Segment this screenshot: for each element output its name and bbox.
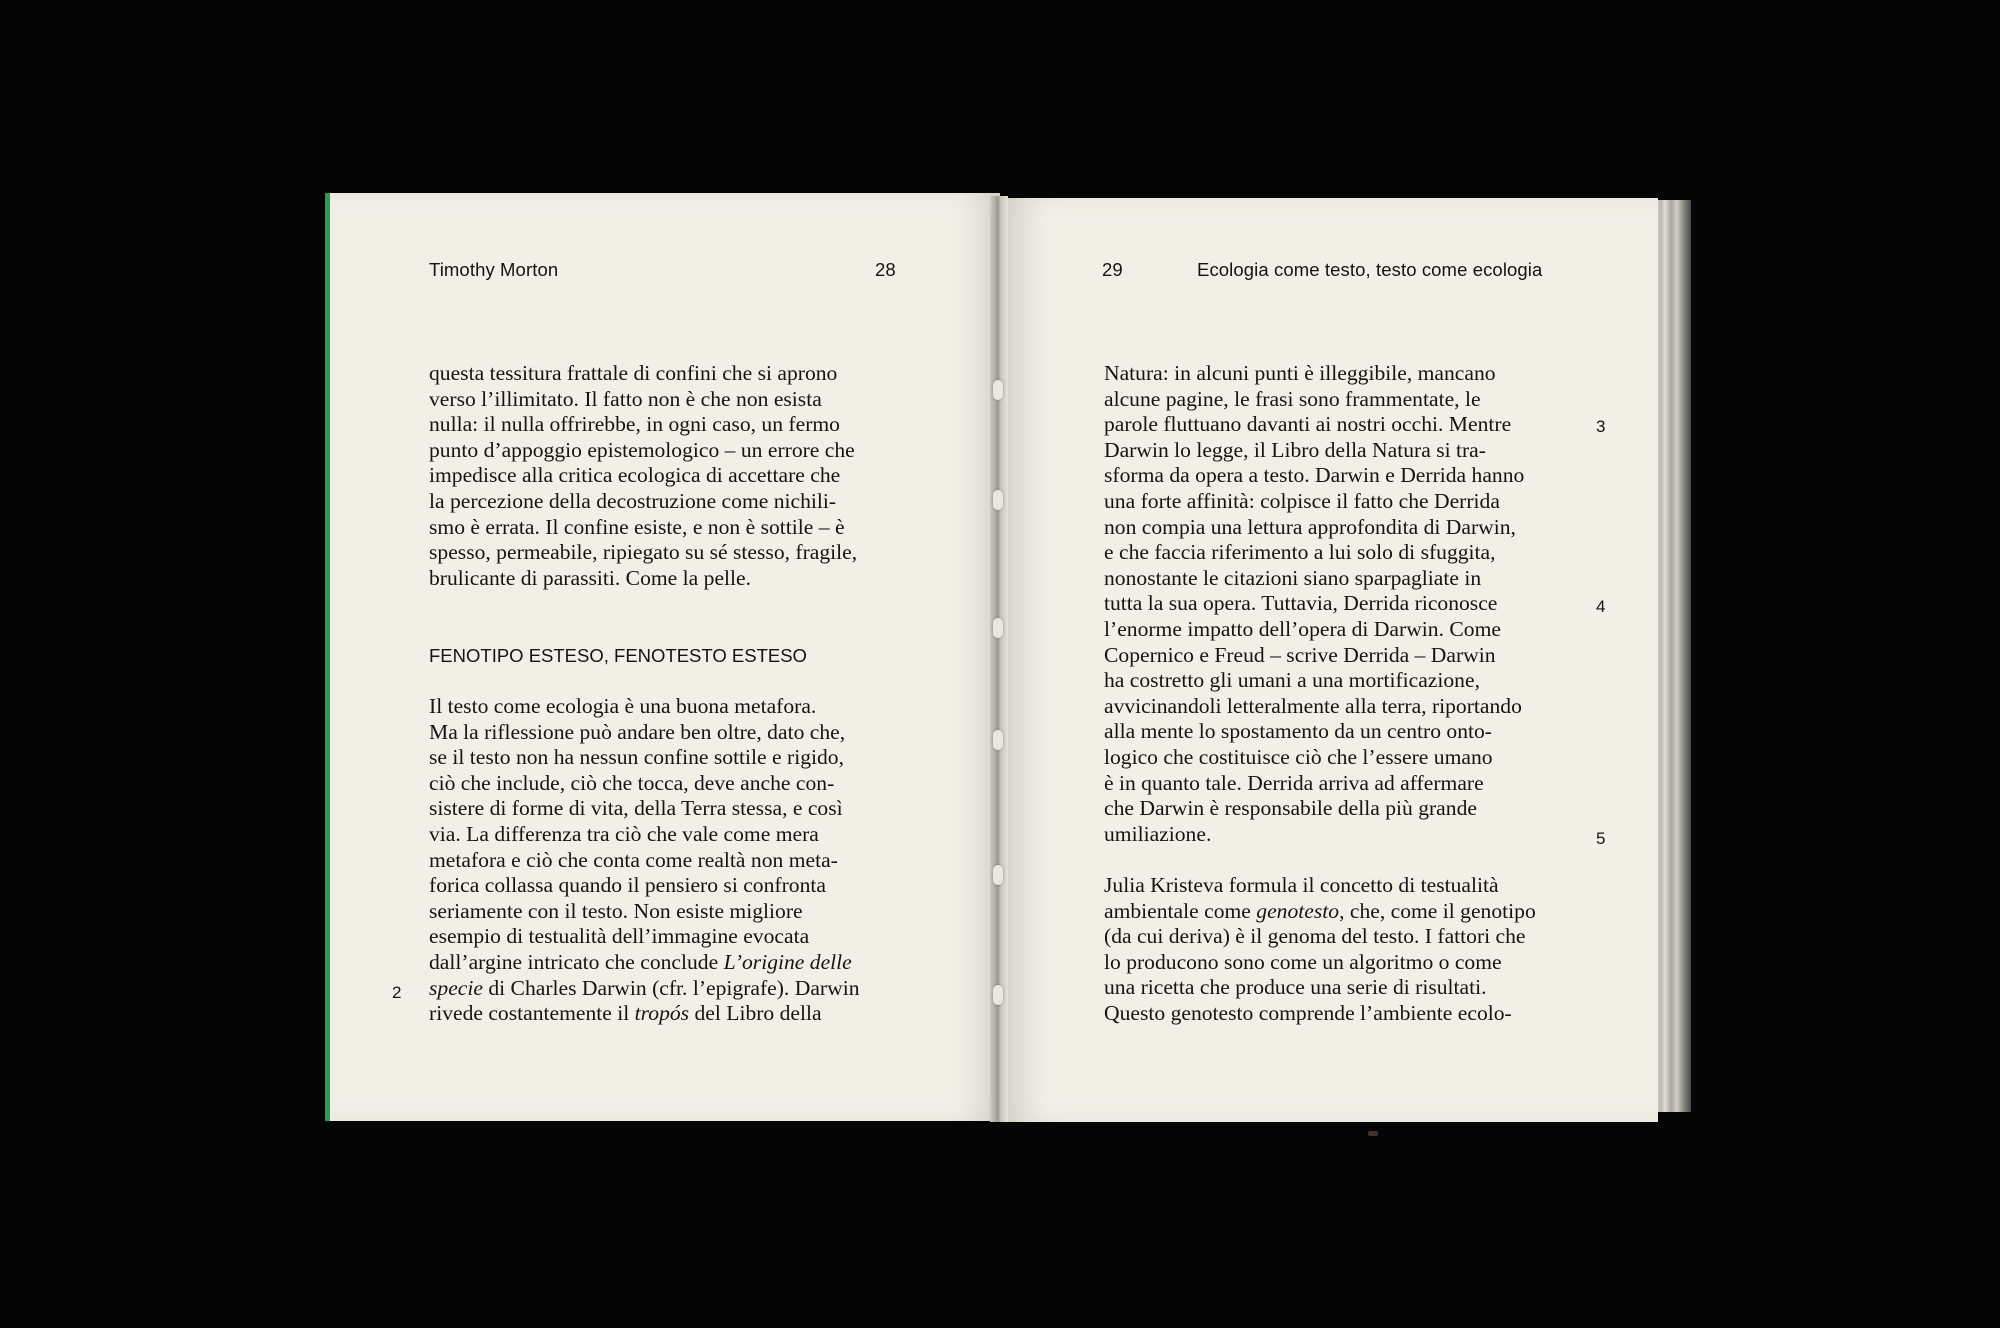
text-line: seriamente con il testo. Non esiste migliore: [429, 898, 803, 923]
text-line: tutta la sua opera. Tuttavia, Derrida riconosce: [1104, 591, 1498, 616]
text-line: nonostante le citazioni siano sparpagliate in: [1104, 565, 1482, 590]
binding-stitch: [993, 490, 1003, 510]
text-line: Questo genotesto comprende l’ambiente ecolo-: [1104, 1000, 1512, 1025]
text-line: ciò che include, ciò che tocca, deve anche con-: [429, 770, 835, 795]
text-line: avvicinandoli letteralmente alla terra, riportando: [1104, 693, 1522, 718]
text-line: sforma da opera a testo. Darwin e Derrida hanno: [1104, 463, 1525, 488]
right-body-paragraph-2: [1104, 873, 1536, 1027]
text-line: Natura: in alcuni punti è illeggibile, mancano: [1104, 361, 1496, 385]
left-body-paragraph-1: [429, 361, 857, 591]
left-body-paragraph-2: [429, 694, 860, 1027]
text-line: Darwin lo legge, il Libro della Natura si tra-: [1104, 437, 1486, 462]
text-line: esempio di testualità dell’immagine evocata: [429, 924, 810, 949]
text-line: lo producono sono come un algoritmo o come: [1104, 949, 1502, 974]
text-line: Julia Kristeva formula il concetto di testualità: [1104, 873, 1499, 897]
note-marker: 4: [1596, 597, 1606, 616]
text-line: spesso, permeabile, ripiegato su sé stesso, fragile,: [429, 540, 858, 565]
text-line: logico che costituisce ciò che l’essere umano: [1104, 744, 1493, 769]
text-line: una forte affinità: colpisce il fatto che Derrida: [1104, 488, 1500, 513]
text-line: questa tessitura frattale di confini che si aprono: [429, 361, 838, 385]
text-line: che Darwin è responsabile della più grande: [1104, 796, 1477, 821]
text-line: specie di Charles Darwin (cfr. l’epigrafe). Darwin: [429, 975, 860, 1000]
text-line: alcune pagine, le frasi sono frammentate, le: [1104, 386, 1481, 411]
text-line: Copernico e Freud – scrive Derrida – Darwin: [1104, 642, 1496, 667]
text-line: impedisce alla critica ecologica di accettare che: [429, 463, 841, 488]
text-line: non compia una lettura approfondita di Darwin,: [1104, 514, 1516, 539]
text-line: metafora e ciò che conta come realtà non meta-: [429, 847, 838, 872]
text-line: la percezione della decostruzione come nichili-: [429, 488, 837, 513]
binding-stitch: [993, 730, 1003, 750]
note-marker: 5: [1596, 829, 1606, 848]
text-line: Il testo come ecologia è una buona metafora.: [429, 694, 817, 718]
text-line: se il testo non ha nessun confine sottile e rigido,: [429, 745, 845, 770]
text-line: smo è errata. Il confine esiste, e non è sottile – è: [429, 514, 845, 539]
text-line: punto d’appoggio epistemologico – un errore che: [429, 437, 855, 462]
text-line: una ricetta che produce una serie di risultati.: [1104, 975, 1487, 1000]
text-line: (da cui deriva) è il genoma del testo. I fattori che: [1104, 924, 1526, 949]
right-body-paragraph-1: [1104, 361, 1524, 847]
left-page-number: 28: [875, 259, 896, 280]
text-line: rivede costantemente il tropós del Libro della: [429, 1001, 822, 1026]
text-line: via. La differenza tra ciò che vale come mera: [429, 821, 819, 846]
text-line: ambientale come genotesto, che, come il genotipo: [1104, 898, 1536, 923]
text-line: nulla: il nulla offrirebbe, in ogni caso, un fermo: [429, 412, 840, 437]
text-line: umiliazione.: [1104, 821, 1212, 846]
binding-stitch: [993, 380, 1003, 400]
binding-stitch: [993, 618, 1003, 638]
note-marker: 3: [1596, 417, 1606, 436]
text-line: sistere di forme di vita, della Terra stessa, e così: [429, 796, 843, 821]
text-line: parole fluttuano davanti ai nostri occhi. Mentre: [1104, 412, 1512, 437]
right-running-head: Ecologia come testo, testo come ecologia: [1197, 259, 1543, 280]
section-heading: FENOTIPO ESTESO, FENOTESTO ESTESO: [429, 645, 807, 666]
left-running-head: Timothy Morton: [429, 259, 559, 280]
book-gutter: [990, 196, 1008, 1122]
text-line: ha costretto gli umani a una mortificazione,: [1104, 668, 1480, 693]
page-stack-edge: [1655, 200, 1691, 1112]
text-line: Ma la riflessione può andare ben oltre, dato che,: [429, 719, 846, 744]
text-line: e che faccia riferimento a lui solo di sfuggita,: [1104, 540, 1496, 565]
right-page-number: 29: [1102, 259, 1123, 280]
text-line: forica collassa quando il pensiero si confronta: [429, 873, 826, 898]
text-line: dall’argine intricato che conclude L’origine delle: [429, 949, 852, 974]
paper-speck: [1368, 1131, 1378, 1136]
text-line: brulicante di parassiti. Come la pelle.: [429, 565, 752, 590]
binding-stitch: [993, 865, 1003, 885]
text-line: è in quanto tale. Derrida arriva ad affermare: [1104, 770, 1484, 795]
text-line: alla mente lo spostamento da un centro onto-: [1104, 719, 1492, 744]
text-line: l’enorme impatto dell’opera di Darwin. Come: [1104, 616, 1501, 641]
text-line: verso l’illimitato. Il fatto non è che non esista: [429, 386, 822, 411]
note-marker: 2: [392, 983, 402, 1002]
binding-stitch: [993, 985, 1003, 1005]
